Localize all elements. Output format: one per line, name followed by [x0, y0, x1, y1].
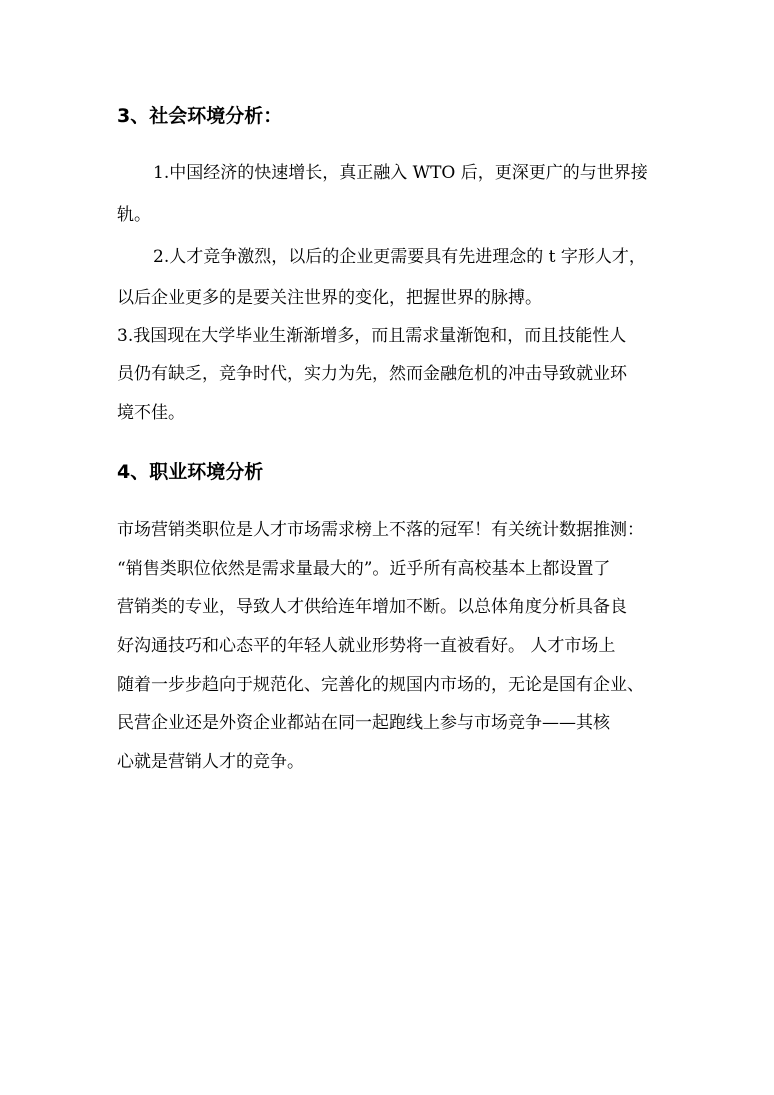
section-3-line-7: 境不佳。 [117, 403, 185, 423]
section-4-line-6: 民营企业还是外资企业都站在同一起跑线上参与市场竞争——其核 [117, 713, 610, 733]
section-4-line-4: 好沟通技巧和心态平的年轻人就业形势将一直被看好。 人才市场上 [117, 636, 616, 656]
section-4-line-7: 心就是营销人才的竞争。 [117, 752, 304, 772]
section-3-line-6: 员仍有缺乏，竞争时代，实力为先，然而金融危机的冲击导致就业环 [117, 364, 627, 384]
section-4-line-3: 营销类的专业，导致人才供给连年增加不断。以总体角度分析具备良 [117, 597, 627, 617]
section-4-line-5: 随着一步步趋向于规范化、完善化的规国内市场的，无论是国有企业、 [117, 675, 644, 695]
section-4-line-1: 市场营销类职位是人才市场需求榜上不落的冠军！有关统计数据推测： [117, 520, 644, 540]
section-3-line-5: 3.我国现在大学毕业生渐渐增多，而且需求量渐饱和，而且技能性人 [117, 326, 627, 346]
section-4-line-2: “销售类职位依然是需求量最大的”。近乎所有高校基本上都设置了 [117, 559, 611, 579]
section-3-line-3: 2.人才竞争激烈，以后的企业更需要具有先进理念的 t 字形人才， [153, 247, 646, 267]
section-4-heading: 4、职业环境分析 [117, 461, 264, 483]
section-3-line-1: 1.中国经济的快速增长，真正融入 WTO 后，更深更广的与世界接 [153, 163, 648, 183]
section-3-line-4: 以后企业更多的是要关注世界的变化，把握世界的脉搏。 [117, 288, 542, 308]
section-3-heading: 3、社会环境分析： [117, 105, 283, 127]
section-3-line-2: 轨。 [117, 205, 151, 225]
